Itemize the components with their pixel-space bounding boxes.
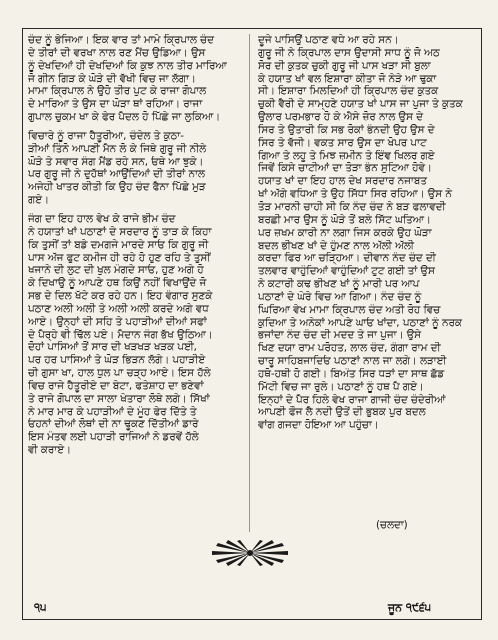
- right-text-column: [258, 34, 472, 432]
- text-line: ਪਰ ਹਰ ਪਾਸਿਆਂ ਤੇ ਘੋੜ ਭਿੜਨ ਲੱਗੇ। ਪਹਾੜੀਏ: [28, 354, 206, 367]
- text-line: ਅਜੇਹੀ ਖਾਤਰ ਕੀਤੀ ਕਿ ਉਹ ਚੰਦ ਫੈਨਾ ਪਿੱਛੇ ਮੁੜ: [28, 181, 206, 194]
- text-line: ਪਰ ਜ਼ਖਮ ਕਾਰੀ ਨਾ ਲਗਾ ਜਿਸ ਕਰਕੇ ਉਹ ਘੋੜਾ: [258, 226, 432, 239]
- text-line: ਖਜਾਨੇ ਦੀ ਲੁਟ ਦੀ ਖੁਲ ਮੰਗਦੇ ਸਾਓ, ਹੁਣ ਅਗੇ ਹੋ: [28, 264, 204, 277]
- text-line: ਸੀ। ਇਸ਼ਾਰਾ ਮਿਲਦਿਆਂ ਹੀ ਕ੍ਰਿਪਾਲ ਚੰਦ ਕੁਤਕ: [258, 85, 439, 98]
- text-line: ਵਿਚ ਰਾਜੇ ਹੈਤੂਰੀਏ ਦਾ ਬੇਟਾ, ਫਤੇਸ਼ਾਹ ਦਾ ਭਣੇਵਾਂ: [28, 379, 204, 392]
- text-line: ਸਿਰ ਤੇ ਉਤਾਰੀ ਕਿ ਸਭ ਰੋਕਾਂ ਭੰਨਦੀ ਉਹ ਉਸ ਦੇ: [258, 123, 435, 136]
- text-line: ਖਾਂ ਅੱਗੇ ਵਧਿਆ ਤੇ ਉਹ ਸਿੱਧਾ ਸਿਰ ਰਹਿਆ। ਉਸ ਨੇ: [258, 188, 452, 201]
- text-line: ਸਭ ਦੇ ਦਿਲ ਖੱਟੇ ਕਰ ਰਹੇ ਹਨ। ਇਹ ਵੰਗਾਰ ਸੁਣਕੇ: [28, 290, 213, 303]
- text-line: ਉਲਾਰ ਪਰਮਭਾਰ ਹੋ ਕੇ ਐਸੇ ਜ਼ੋਰ ਨਾਲ ਉਸ ਦੇ: [258, 111, 423, 124]
- text-line: ਹਯਾਤ ਖਾਂ ਦਾ ਇਹ ਹਾਲ ਦੇਖ ਸਰਦਾਰ ਨਜਾਬਤ: [258, 175, 427, 188]
- text-line: ਭਜਾਂਦਾ ਨੰਦ ਚੰਦ ਦੀ ਮਦਦ ਤੇ ਜਾ ਪੁਜਾ। ਉਸੇ: [258, 329, 422, 342]
- text-line: ਘਿਰਿਆ ਵੇਖ ਮਾਮਾ ਕ੍ਰਿਪਾਲ ਚੰਦ ਅਤੀ ਰੋਹ ਵਿਚ: [258, 303, 441, 316]
- text-line: ਤੇ ਰਾਜੇ ਗੋਪਾਲ ਦਾ ਸਾਲਾ ਖੇਤਾਰਾ ਲੋਥੇ ਲਗੇ। ਸਿੱਖਾਂ: [28, 392, 210, 405]
- text-line: ਦੇ ਪੈਰ੍ਹੇ ਵੀ ਢਿੱਲ ਪਏ। ਮੈਦਾਨ ਜੰਗ ਭੱਖ ਉਠਿਆ।: [28, 328, 213, 341]
- text-line: ਦੇ ਤੀਰਾਂ ਦੀ ਵਰਖਾ ਨਾਲ ਰਣ ਮੈਂਚ ਉਡਿਆ। ਉਸ: [28, 46, 206, 59]
- text-line: ਵੀ ਕਰਾਏ।: [28, 444, 71, 457]
- text-line: ਕਰਦਾ ਫਿਰ ਆ ਚੜ੍ਹਿਆ। ਦੀਵਾਨ ਨੰਦ ਚੰਦ ਦੀ: [258, 252, 436, 265]
- text-line: ਨੂੰ ਦੇਖਦਿਆਂ ਹੀ ਦੇਖਦਿਆਂ ਕਿ ਕੁਝ ਨਾਲ ਤੀਰ ਮਾਰਿਆ: [28, 59, 227, 72]
- left-text-column: [28, 34, 242, 457]
- text-line: ਪਠਾਣ ਅਲੀ ਅਲੀ ਤੇ ਅਲੀ ਅਲੀ ਕਰਦੇ ਅਗੇ ਵਧ: [28, 302, 209, 315]
- text-line: ਨੇ ਕਟਾਰੀ ਕਢ ਭੀਖਣ ਖਾਂ ਨੂੰ ਮਾਰੀ ਪਰ ਆਪ: [258, 278, 420, 291]
- text-line: ਵਾਂਗ ਗਜਦਾ ਹੋਇਆ ਆ ਪਹੁੰਚਾ।: [258, 419, 379, 432]
- text-line: ੜੀਆਂ ਤਿੰਨੋ ਆਪਣੀ ਮੈਨ ਲੋ ਕੇ ਜਿਥੇ ਗੁਰੂ ਜੀ ਨੀਲੇ: [28, 142, 207, 155]
- text-line: ਸੋਰ ਦੀ ਕੁਤਕ ਚੁਕੀ ਗੁਰੂ ਜੀ ਪਾਸ ਖੜਾ ਸੀ ਬੁਲਾ: [258, 59, 431, 72]
- text-line: ਤਲਵਾਰ ਵਾਹੁੰਦਿਆਂ ਵਾਹੁੰਦਿਆਂ ਟੁਟ ਗਈ ਤਾਂ ਉਸ: [258, 265, 435, 278]
- text-line: ਪਰ ਗੁਰੂ ਜੀ ਨੇ ਦੁਹੱਥਾਂ ਆਉਂਦਿਆਂ ਦੀ ਤੀਰਾਂ ਨਾਲ: [28, 168, 205, 181]
- text-line: ਕਿ ਤੁਸੀਂ ਤਾਂ ਬਡੇ ਦਮਗਜੇ ਮਾਰਦੇ ਸਾਓ ਕਿ ਗੁਰੂ ਜੀ: [28, 238, 209, 251]
- sunburst-ornament-icon: [210, 540, 290, 566]
- text-line: ਘੋੜੇ ਤੇ ਸਵਾਰ ਸੰਗ ਮੈਂਡ ਰਹੇ ਸਨ, ਓਥੇ ਆ ਝੁਕੇ।: [28, 155, 204, 168]
- text-line: ਜੋ ਗੀਨ ਗਿੜ ਕੇ ਘੋੜੇ ਦੀ ਵੱਖੀ ਵਿਚ ਜਾ ਲੱਗਾ।: [28, 72, 196, 85]
- text-line: ਦੋਹਾਂ ਪਾਸਿਆਂ ਤੋਂ ਸਾਰ ਦੀ ਖੜਖੜ ਖੜਕ ਪਈ,: [28, 341, 197, 354]
- column-divider: [249, 34, 250, 532]
- text-line: ਬਦਲ ਭੀਖਣ ਖਾਂ ਦੇ ਹੁੰਮਣ ਨਾਲ ਅੱਲੀ ਅੱਲੀ: [258, 239, 414, 252]
- continued-label: (ਚਲਦਾ): [376, 519, 408, 531]
- text-line: ਆਪਣੀ ਫੌਜ ਲੈ ਨਦੀ ਉਤੇਂ ਦੀ ਭੁਬਕ ਪੁਰ ਬਦਲ: [258, 406, 426, 419]
- text-line: ਦੇ ਮਾਰਿਆ ਤੇ ਉਸ ਦਾ ਘੋੜਾ ਥਾਂ ਰਹਿਆ। ਰਾਜਾ: [28, 98, 203, 111]
- text-line: ਕੇ ਦਿਖਾਉ ਨੂੰ ਆਪਣੇ ਹਥ ਕਿਉਂ ਨਹੀਂ ਵਿਖਾਉਂਦੇ ਜੋ: [28, 277, 207, 290]
- text-line: ਮਾਮਾ ਕ੍ਰਿਪਾਲ ਨੇ ਉਹੋ ਤੀਰ ਪੁਟ ਕੇ ਰਾਜਾ ਗੋਪਾਲ: [28, 85, 207, 98]
- text-line: ਪਠਾਣਾਂ ਦੇ ਘੇਰੇ ਵਿਚ ਆ ਗਿਆ। ਨੰਦ ਚੰਦ ਨੂੰ: [258, 290, 422, 303]
- text-line: ਗਿਆ ਤੇ ਲਹੂ ਤੇ ਮਿਝ ਜ਼ਮੀਨ ਤੇ ਇੰਞ ਖਿਲਰ ਗਏ: [258, 149, 435, 162]
- text-line: ਨੇ ਹਯਾਤਾਂ ਖਾਂ ਪਠਾਣਾਂ ਦੇ ਸਰਦਾਰ ਨੂੰ ਤਾੜ ਕੇ ਕਿਹਾ: [28, 225, 212, 238]
- text-line: ਚੁਕੀ ਵੈਰੀ ਦੇ ਸਾਮ੍ਹਣੇ ਹਯਾਤ ਖਾਂ ਪਾਸ ਜਾ ਪੁਜਾ ਤੇ ਕੁਤਕ: [258, 98, 463, 111]
- text-line: ਵਿਚਾਰੇ ਨੂੰ ਰਾਜਾ ਹੈਤੂਰੀਆ, ਚੰਦੇਲ ਤੇ ਕੁਠਾ-: [28, 129, 184, 142]
- text-line: ਗਏ।: [28, 194, 49, 207]
- text-line: ਮਿੱਟੀ ਵਿਚ ਜਾ ਰੁਲੇ। ਪਠਾਣਾਂ ਨੂੰ ਹਥ ਪੈ ਗਏ।: [258, 380, 424, 393]
- text-line: ਬਰਛੀ ਮਾਰ ਉਸ ਨੂੰ ਘੋੜੇ ਤੋਂ ਬਲੇ ਸਿੱਟ ਘਤਿਆ।: [258, 213, 431, 226]
- text-line: ਖਿਣ ਦਯਾ ਰਾਮ ਪਰੋਹਤ, ਲਾਲ ਚੰਦ, ਗੰਗਾ ਰਾਮ ਦੀ: [258, 342, 441, 355]
- page-number: ੧੫: [34, 601, 47, 614]
- text-line: ਹਥੋ-ਹਥੀ ਹੋ ਗਈ। ਬਿਅੰਤ ਸਿਰ ਧੜਾਂ ਦਾ ਸਾਥ ਛੱਡ: [258, 367, 445, 380]
- text-line: ਇਸ ਮੰਤਵ ਲਈ ਪਹਾੜੀ ਰਾਜਿਆਂ ਨੇ ਡਰਵੇਂ ਹੱਲੇ: [28, 431, 199, 444]
- text-line: ਦੂਜੇ ਪਾਸਿਉਂ ਪਠਾਣ ਵਧੇ ਆ ਰਹੇ ਸਨ।: [258, 34, 399, 46]
- text-line: ਕੁਦਿਆ ਤੇ ਅਨੇਕਾਂ ਆਪਣੇ ਘਾਓ ਖਾਂਦਾ, ਪਠਾਣਾਂ ਨੂੰ ਨਰਕ: [258, 316, 462, 329]
- text-line: ਨੇ ਮਾਰ ਮਾਰ ਕੇ ਪਹਾੜੀਆਂ ਦੇ ਮੂੰਹ ਫੇਰ ਦਿੱਤੇ ਤੇ: [28, 405, 197, 418]
- text-line: ਚੰਦ ਨੂੰ ਭੇਜਿਆ। ਇਕ ਵਾਰ ਤਾਂ ਮਾਮੇ ਕ੍ਰਿਪਾਲ ਚੰਦ: [28, 34, 214, 46]
- text-line: ਤੋੜ ਮਾਰਨੀ ਚਾਹੀ ਸੀ ਕਿ ਨੰਦ ਚੰਦ ਨੇ ਬੜ ਫਲਾਵਦੀ: [258, 200, 446, 213]
- text-line: ਓਹਨਾਂ ਦੀਆਂ ਲੋਥਾਂ ਦੀ ਨਾ ਢੂਕਣ ਦਿੱਤੀਆਂ ਡਾਰੇ: [28, 418, 199, 431]
- text-line: ਗੁਪਾਲ ਚੁਕਮ ਖਾ ਕੇ ਫੇਰ ਪੈਦਲ ਹੋ ਪਿੱਛੇ ਜਾ ਲੁਕਿਆ।: [28, 111, 221, 124]
- text-line: ਪਾਸ ਅੱਜ ਫੁਟ ਕਮੀਜ ਹੀ ਰਹੇ ਹੋ ਹੁਣ ਰਹਿ ਤੇ ਤੁਸੀਂ: [28, 251, 211, 264]
- text-line: ਜੰਗ ਦਾ ਇਹ ਹਾਲ ਵੇਖ ਕੇ ਰਾਜੇ ਭੀਮ ਚੰਦ: [28, 212, 176, 225]
- text-line: ਆਏ। ਉਨ੍ਹਾਂ ਦੀ ਸਹਿ ਤੇ ਪਹਾੜੀਆਂ ਦੀਆਂ ਸਫਾਂ: [28, 315, 207, 328]
- text-line: ਕੇ ਹਯਾਤ ਖਾਂ ਵਲ ਇਸ਼ਾਰਾ ਕੀਤਾ ਜੋ ਨੇੜੇ ਆ ਢੁਕਾ: [258, 72, 437, 85]
- text-line: ਚਾਰੂ ਸਾਹਿਬਜਾਦਿਓ ਪਠਾਣਾਂ ਨਾਲ ਜਾ ਲਗੇ। ਲੜਾਈ: [258, 355, 447, 368]
- text-line: ਚੀ ਗੁਸਾ ਖਾ, ਹਾਲ ਧੁਲ ਪਾ ਚੜ੍ਹ ਆਏ। ਇਸ ਹੱਲੇ: [28, 367, 211, 380]
- issue-date: ਜੂਨ ੧੯੬੫: [388, 601, 432, 614]
- text-line: ਗੁਰੂ ਜੀ ਨੇ ਕ੍ਰਿਪਾਲ ਦਾਸ ਉਦਾਸੀ ਸਾਧ ਨੂੰ ਜੋ ਅਠ: [258, 46, 440, 59]
- text-line: ਸਿਰ ਤੇ ਵੱਜੀ। ਵਕਤ ਸਾਰ ਉਸ ਦਾ ਖੋਪਰ ਪਾਟ: [258, 136, 427, 149]
- text-line: ਜਿਵੇਂ ਕਿਸੇ ਚਾਟੀਆਂ ਦਾ ਤੋੜਾ ਭੰਨ ਸੁਟਿਆ ਹੋਵੇ।: [258, 162, 432, 175]
- text-line: ਇਨ੍ਹਾਂ ਦੇ ਪੈਰ ਹਿਲੇ ਵੇਖ ਰਾਜਾ ਗਾਜੀ ਚੰਦ ਚੰਦੇਰੀਆਂ: [258, 393, 446, 406]
